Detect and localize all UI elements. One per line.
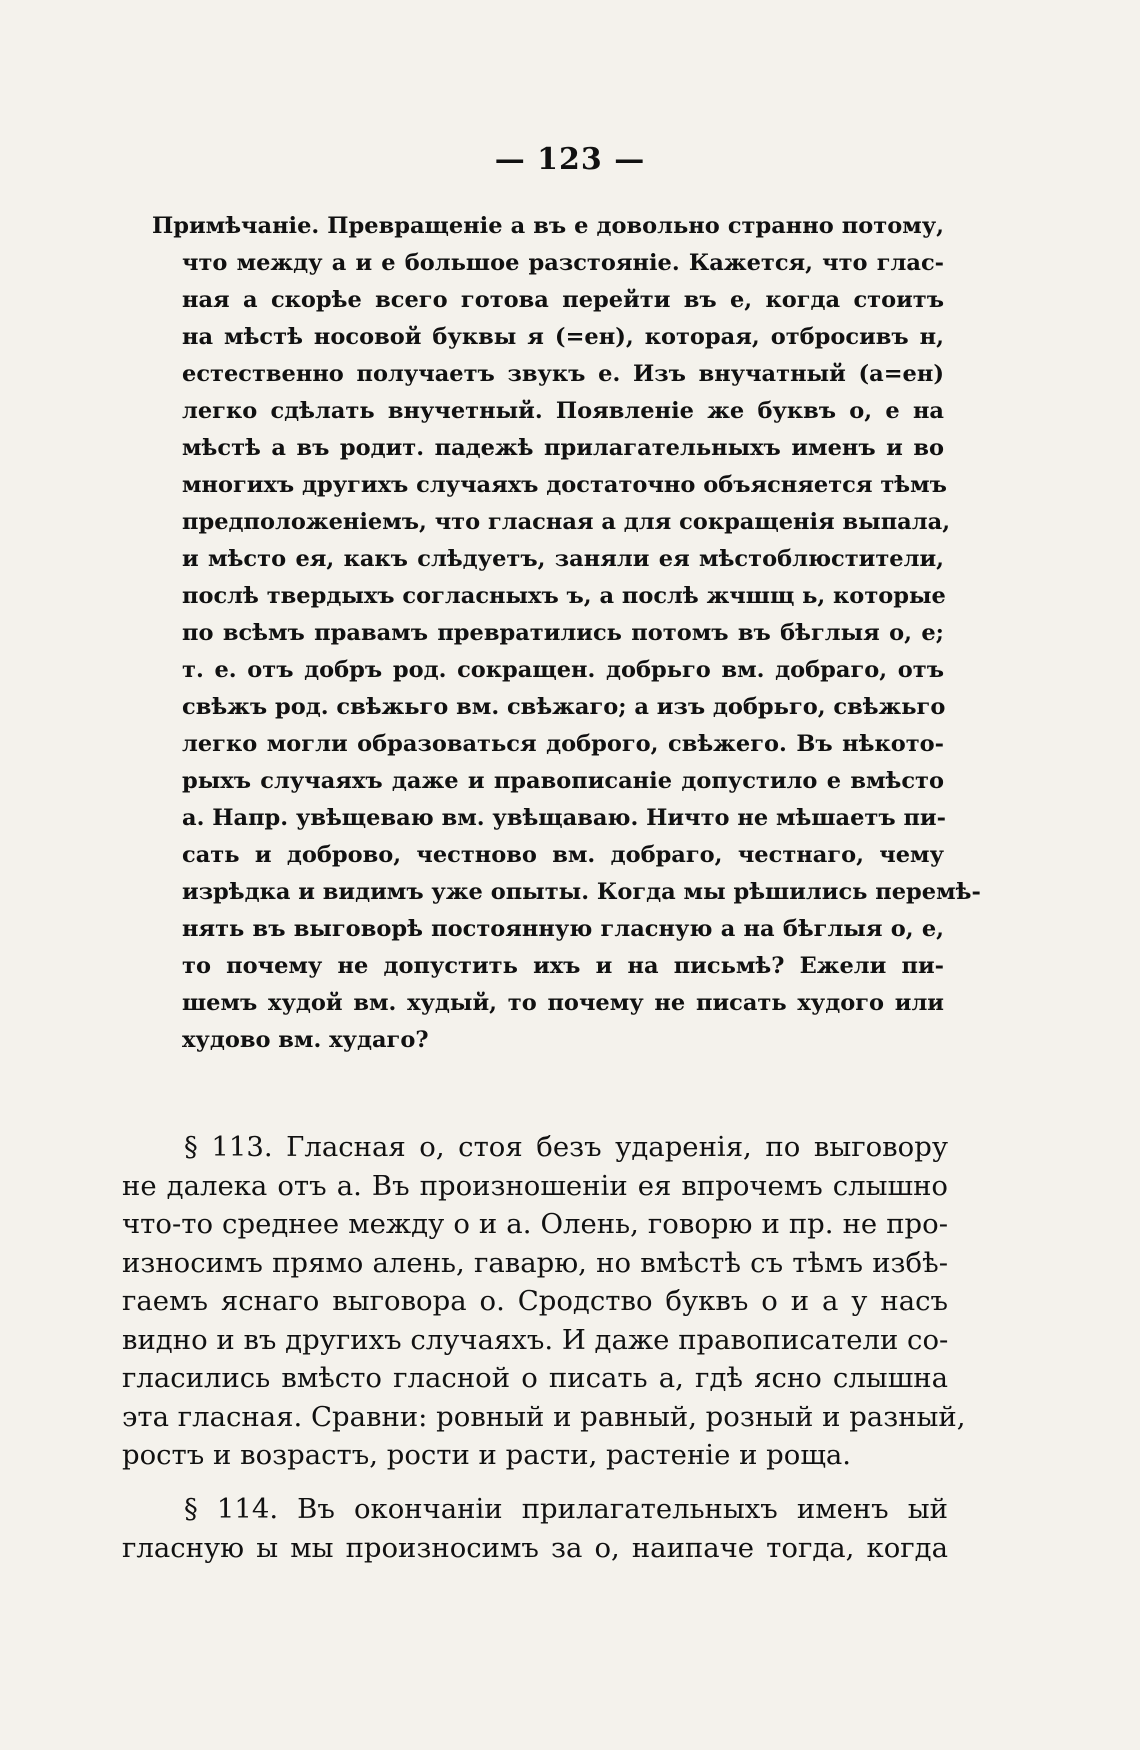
section-113-paragraph <box>122 1128 966 1475</box>
note-line: послѣ твердыхъ согласныхъ ъ, а послѣ жчшщ ь, которые <box>182 583 946 609</box>
section-113-line: что-то среднее между о и а. Олень, говорю и пр. не про- <box>122 1208 948 1240</box>
note-line: что между а и е большое разстояніе. Кажется, что глас- <box>182 250 944 276</box>
note-line: легко могли образоваться доброго, свѣжего. Въ нѣкото- <box>182 731 944 757</box>
section-113-line: видно и въ другихъ случаяхъ. И даже правописатели со- <box>122 1323 949 1356</box>
note-line: предположеніемъ, что гласная а для сокращенія выпала, <box>182 509 951 535</box>
note-line: худово вм. худаго? <box>182 1027 429 1053</box>
note-line: т. е. отъ добръ род. сокращен. добрьго вм. добраго, отъ <box>182 657 944 683</box>
page-number: — 123 — <box>494 142 646 177</box>
note-line: по всѣмъ правамъ превратились потомъ въ бѣглыя о, е; <box>182 620 944 646</box>
note-line: рыхъ случаяхъ даже и правописаніе допустило е вмѣсто <box>182 768 944 794</box>
section-113-line: не далека отъ а. Въ произношеніи ея впрочемъ слышно <box>122 1169 948 1202</box>
note-line: то почему не допустить ихъ и на письмѣ? Ежели пи- <box>182 953 944 979</box>
note-paragraph <box>152 208 981 1059</box>
note-line: и мѣсто ея, какъ слѣдуетъ, заняли ея мѣстоблюстители, <box>182 546 944 572</box>
note-line: Примѣчаніе. Превращеніе а въ е довольно странно потому, <box>152 213 944 239</box>
section-114-line: § 114. Въ окончаніи прилагательныхъ именъ ый <box>184 1493 948 1525</box>
note-line: многихъ другихъ случаяхъ достаточно объясняется тѣмъ <box>182 472 947 498</box>
note-line: нять въ выговорѣ постоянную гласную а на бѣглыя о, е, <box>182 916 944 942</box>
note-line: легко сдѣлать внучетный. Появленіе же буквъ о, е на <box>182 398 944 424</box>
section-113-line: § 113. Гласная о, стоя безъ ударенія, по выговору <box>184 1131 948 1163</box>
section-113-line: гласились вмѣсто гласной о писать а, гдѣ ясно слышна <box>122 1362 948 1394</box>
section-113-line: эта гласная. Сравни: ровный и равный, розный и разный, <box>122 1400 966 1433</box>
section-114-paragraph <box>122 1490 948 1567</box>
note-line: а. Напр. увѣщеваю вм. увѣщаваю. Ничто не мѣшаетъ пи- <box>182 805 946 831</box>
note-line: изрѣдка и видимъ уже опыты. Когда мы рѣшились перемѣ- <box>182 879 981 905</box>
note-line: мѣстѣ а въ родит. падежѣ прилагательныхъ именъ и во <box>182 435 944 461</box>
note-line: сать и доброво, честново вм. добраго, честнаго, чему <box>182 842 944 868</box>
note-line: шемъ худой вм. худый, то почему не писать худого или <box>182 990 944 1016</box>
section-113-line: гаемъ яснаго выговора о. Сродство буквъ о и а у насъ <box>122 1285 948 1317</box>
section-114-line: гласную ы мы произносимъ за о, наипаче тогда, когда <box>122 1531 948 1564</box>
note-line: свѣжъ род. свѣжьго вм. свѣжаго; а изъ добрьго, свѣжьго <box>182 694 946 720</box>
section-113-line: ростъ и возрастъ, рости и расти, растеніе и роща. <box>122 1439 852 1471</box>
section-113-line: износимъ прямо алень, гаварю, но вмѣстѣ съ тѣмъ избѣ- <box>122 1246 948 1279</box>
note-line: на мѣстѣ носовой буквы я (=ен), которая, отбросивъ н, <box>182 324 944 350</box>
note-line: естественно получаетъ звукъ е. Изъ внучатный (а=ен) <box>182 361 944 387</box>
note-line: ная а скорѣе всего готова перейти въ е, когда стоитъ <box>182 287 944 313</box>
